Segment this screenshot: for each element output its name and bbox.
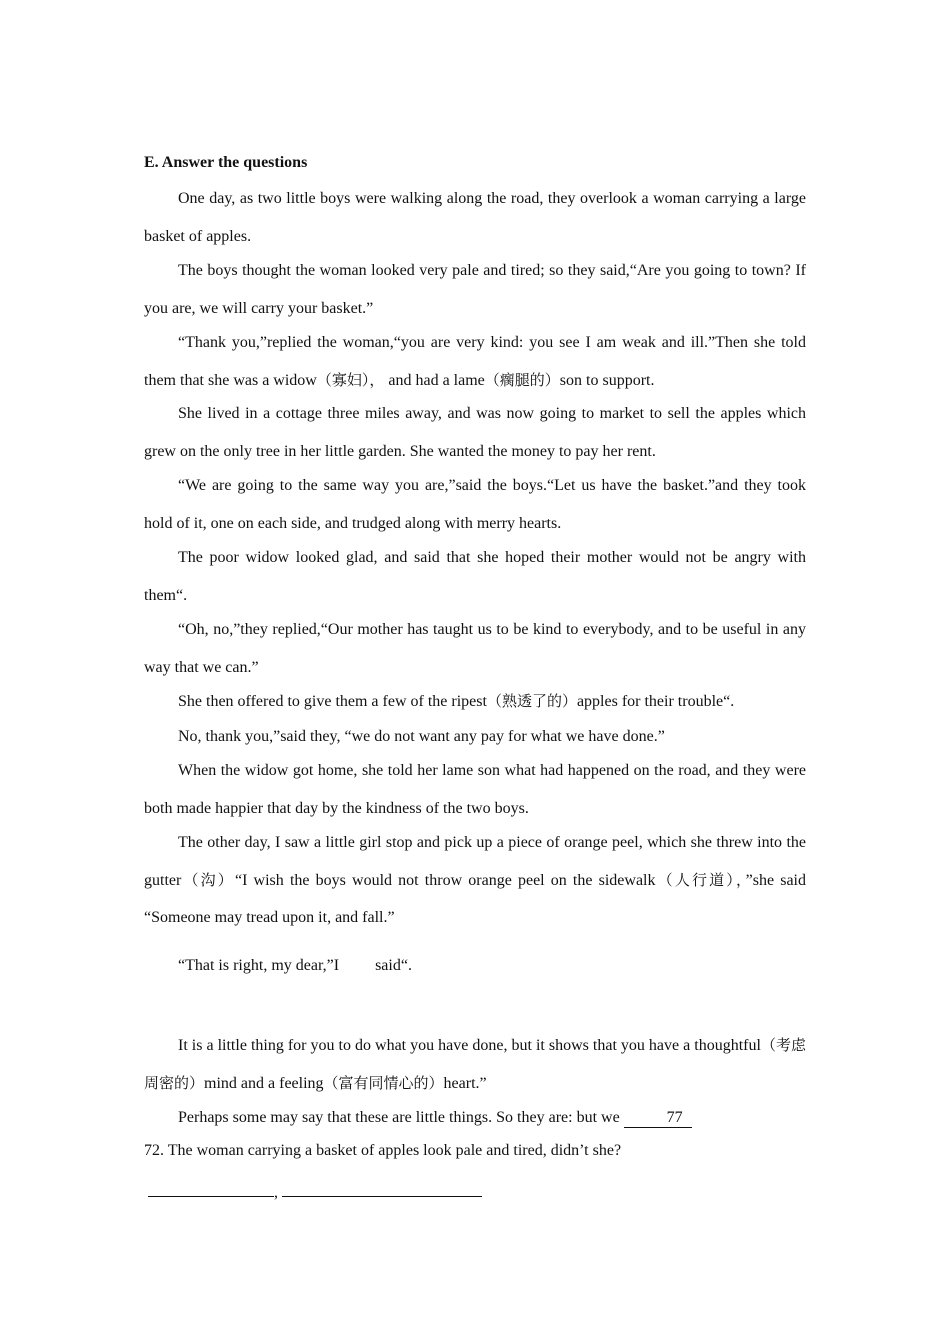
paragraph-13-cjk-thoughtful: （考虑周密的） <box>144 1036 806 1092</box>
paragraph-3-cjk-widow: （寡妇）， <box>316 370 385 389</box>
paragraph-3-text-b: and had a lame <box>388 371 485 389</box>
paragraph-1: One day, as two little boys were walking along the road, they overlook a woman carrying a large basket of apples. <box>144 190 806 245</box>
paragraph-13 <box>144 1027 806 1102</box>
paragraph-11-text-b: “I wish the boys would not throw orange peel on the sidewalk <box>234 871 656 889</box>
paragraph-3 <box>144 324 806 399</box>
answer-separator: , <box>274 1184 278 1201</box>
paragraph-14-text: Perhaps some may say that these are little things. So they are: but we <box>178 1109 620 1126</box>
paragraph-11-cjk-gutter: （沟） <box>181 870 235 889</box>
paragraph-3-text-a: “Thank you,”replied the woman,“you are very kind: you see I am weak and ill.”Then she told them that she was a widow <box>144 334 806 389</box>
question-72: 72. The woman carrying a basket of apples look pale and tired, didn’t she? <box>144 1142 622 1159</box>
paragraph-12 <box>144 947 806 985</box>
paragraph-8-text-b: apples for their trouble“. <box>576 693 735 710</box>
paragraph-11-text-a: The other day, I saw a little girl stop and pick up a piece of orange peel, which she threw into the gutter <box>144 834 806 889</box>
paragraph-14 <box>144 1099 806 1137</box>
answer-blank-1[interactable] <box>148 1180 274 1197</box>
paragraph-10: When the widow got home, she told her lame son what had happened on the road, and they were both made happier that day by the kindness of the two boys. <box>144 762 806 817</box>
answer-line-72 <box>148 1180 482 1202</box>
paragraph-3-cjk-lame: （瘸腿的） <box>484 370 560 389</box>
paragraph-11 <box>144 824 806 937</box>
paragraph-11-cjk-sidewalk: （人行道）， <box>655 870 746 889</box>
paragraph-12-text-a: “That is right, my dear,”I <box>178 957 340 974</box>
paragraph-13-text-b: mind and a feeling <box>204 1074 324 1092</box>
paragraph-8 <box>144 683 806 721</box>
paragraph-8-cjk-ripest: （熟透了的） <box>486 692 577 710</box>
answer-blank-2[interactable] <box>282 1180 482 1197</box>
paragraph-4: She lived in a cottage three miles away, and was now going to market to sell the apples which grew on the only tree in her little garden. She wanted the money to pay her rent. <box>144 405 806 460</box>
paragraph-5: “We are going to the same way you are,”said the boys.“Let us have the basket.”and they took hold of it, one on each side, and trudged along with merry hearts. <box>144 477 806 532</box>
paragraph-7: “Oh, no,”they replied,“Our mother has taught us to be kind to everybody, and to be useful in any way that we can.” <box>144 621 806 676</box>
paragraph-13-text-a: It is a little thing for you to do what you have done, but it shows that you have a thoughtful <box>178 1037 761 1054</box>
section-heading: E. Answer the questions <box>144 154 308 171</box>
paragraph-13-cjk-sympathetic: （富有同情心的） <box>323 1073 444 1092</box>
paragraph-8-text-a: She then offered to give them a few of the ripest <box>178 693 487 710</box>
blank-77[interactable]: 77 <box>624 1109 692 1128</box>
paragraph-9: No, thank you,”said they, “we do not want any pay for what we have done.” <box>178 728 665 745</box>
paragraph-12-text-b: said“. <box>375 957 412 974</box>
paragraph-13-text-c: heart.” <box>443 1074 487 1092</box>
paragraph-11-text-c: ”she said “Someone may tread upon it, and fall.” <box>144 871 806 926</box>
paragraph-6: The poor widow looked glad, and said that she hoped their mother would not be angry with them“. <box>144 549 806 604</box>
paragraph-2: The boys thought the woman looked very pale and tired; so they said,“Are you going to town? If you are, we will carry your basket.” <box>144 262 806 317</box>
paragraph-3-text-c: son to support. <box>559 371 655 389</box>
